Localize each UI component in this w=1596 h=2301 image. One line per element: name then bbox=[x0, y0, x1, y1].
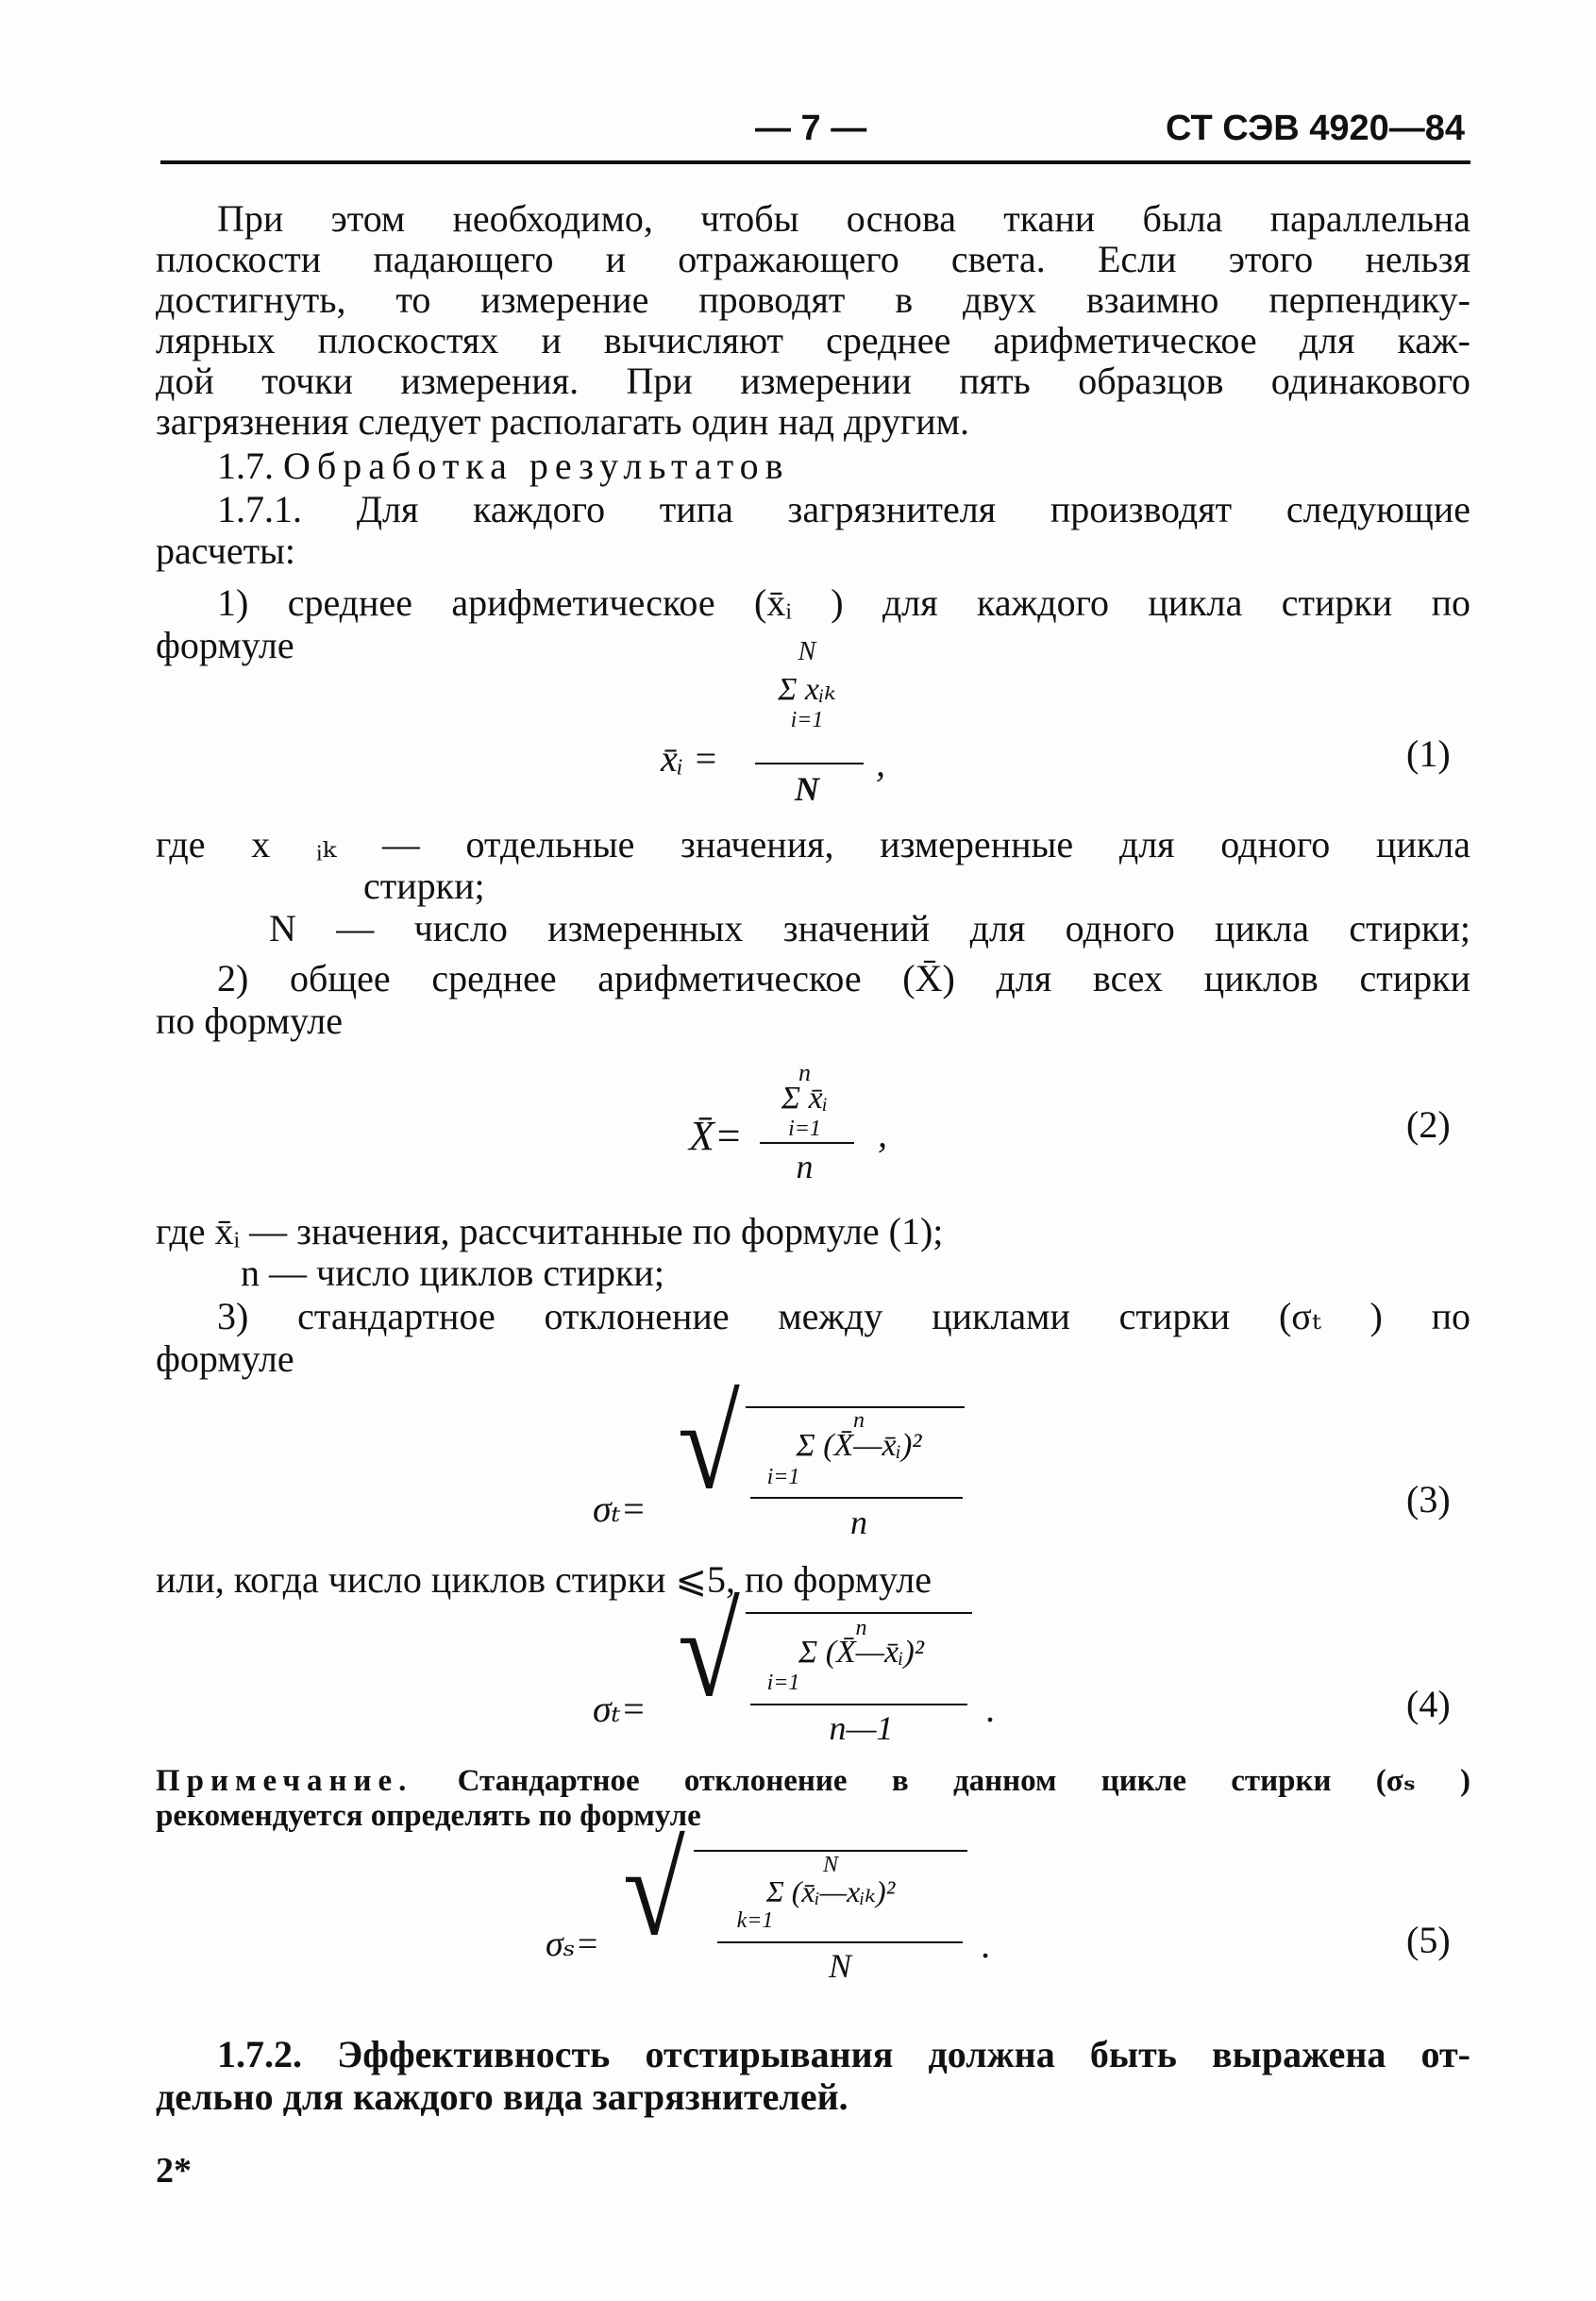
p1-line-1: При этом необходимо, чтобы основа ткани была параллельна bbox=[217, 197, 1470, 240]
p171-line-2: расчеты: bbox=[156, 529, 296, 572]
item2-line-2: по формуле bbox=[156, 999, 343, 1042]
section-title: Обработка результатов bbox=[283, 445, 790, 487]
formula-4-radical-icon: √ bbox=[678, 1578, 740, 1723]
formula-2-sum-top: n bbox=[798, 1059, 811, 1086]
formula-4-number: (4) bbox=[1406, 1683, 1451, 1725]
where1-line-1: где x ᵢₖ — отдельные значения, измеренные для одного цикла bbox=[156, 823, 1470, 865]
note-line-1 bbox=[156, 1763, 1470, 1799]
note-line-2: рекомендуется определять по формуле bbox=[156, 1799, 701, 1833]
section-heading bbox=[217, 445, 790, 487]
formula-2-sum-body: Σ x̄ᵢ bbox=[781, 1081, 829, 1116]
formula-5-denominator: N bbox=[828, 1947, 851, 1985]
formula-3-sum-bottom: i=1 bbox=[766, 1465, 800, 1489]
formula-1-sum-body: Σ xᵢₖ bbox=[778, 672, 836, 707]
note-label: Примечание. bbox=[156, 1764, 413, 1798]
formula-5-sum-body: Σ (x̄ᵢ—xᵢₖ)² bbox=[765, 1874, 896, 1908]
formula-5-radical-bar bbox=[694, 1850, 967, 1852]
p1-line-5: дой точки измерения. При измерении пять образцов одинакового bbox=[156, 360, 1470, 402]
formula-4-sum-top: n bbox=[855, 1616, 867, 1640]
where1-line-2: стирки; bbox=[363, 865, 485, 907]
item1-line-1: 1) среднее арифметическое (x̄ᵢ ) для каждого цикла стирки по bbox=[217, 581, 1470, 624]
item3-line-1: 3) стандартное отклонение между циклами стирки (σₜ ) по bbox=[217, 1295, 1470, 1337]
formula-5-lhs: σₛ= bbox=[546, 1924, 600, 1964]
formula-4-sum-body: Σ (X̄—x̄ᵢ)² bbox=[798, 1635, 924, 1670]
p171-line-1: 1.7.1. Для каждого типа загрязнителя производят следующие bbox=[217, 488, 1470, 530]
formula-1-number: (1) bbox=[1406, 732, 1451, 775]
formula-2-sum-bottom: i=1 bbox=[788, 1117, 821, 1141]
formula-4-tail: . bbox=[986, 1688, 996, 1730]
where1b-line: N — число измеренных значений для одного цикла стирки; bbox=[269, 907, 1470, 949]
formula-3-sum-body: Σ (X̄—x̄ᵢ)² bbox=[796, 1428, 922, 1463]
note-text-1: Стандартное отклонение в данном цикле стирки (σₛ ) bbox=[457, 1764, 1471, 1798]
formula-4-sum-bottom: i=1 bbox=[766, 1671, 800, 1695]
or-when-line: или, когда число циклов стирки ⩽5, по формуле bbox=[156, 1558, 932, 1601]
p1-line-4: лярных плоскостях и вычисляют среднее арифметическое для каж- bbox=[156, 319, 1470, 361]
formula-5-number: (5) bbox=[1406, 1919, 1451, 1961]
p172-line-2: дельно для каждого вида загрязнителей. bbox=[156, 2075, 848, 2118]
p1-line-3: достигнуть, то измерение проводят в двух взаимно перпендику- bbox=[156, 278, 1470, 321]
item3-line-2: формуле bbox=[156, 1337, 294, 1380]
formula-1-sum-bottom: i=1 bbox=[790, 708, 824, 732]
formula-3-denominator: n bbox=[850, 1503, 867, 1541]
formula-5-sum-top: N bbox=[822, 1853, 838, 1877]
formula-4-radical-bar bbox=[746, 1612, 972, 1614]
formula-5-fraction-bar bbox=[717, 1941, 963, 1943]
formula-5-radical-icon: √ bbox=[623, 1817, 685, 1962]
where2-line: где x̄ᵢ — значения, рассчитанные по формуле (1); bbox=[156, 1210, 944, 1252]
item1-line-2: формуле bbox=[156, 624, 294, 666]
page-number: — 7 — bbox=[755, 109, 867, 148]
formula-5-sum-bottom: k=1 bbox=[736, 1908, 774, 1933]
signature-mark: 2* bbox=[156, 2151, 192, 2191]
formula-1-fraction-bar bbox=[755, 763, 864, 764]
formula-2-lhs: X̄= bbox=[689, 1113, 743, 1159]
header-rule bbox=[160, 160, 1470, 164]
formula-1-sum-top: N bbox=[798, 637, 816, 666]
formula-3-sum-top: n bbox=[853, 1408, 865, 1433]
where2b-line: n — число циклов стирки; bbox=[241, 1251, 664, 1294]
formula-5-tail: . bbox=[982, 1923, 991, 1966]
formula-4-denominator: n—1 bbox=[829, 1709, 894, 1747]
formula-1-lhs: x̄ᵢ = bbox=[661, 737, 719, 780]
section-number: 1.7. bbox=[217, 445, 274, 487]
formula-2-denominator: n bbox=[796, 1148, 814, 1185]
p1-line-2: плоскости падающего и отражающего света. Если этого нельзя bbox=[156, 238, 1470, 280]
formula-1-denominator: N bbox=[795, 770, 819, 808]
formula-1-tail: , bbox=[876, 742, 885, 784]
formula-3-lhs: σₜ= bbox=[593, 1487, 647, 1530]
formula-4-fraction-bar bbox=[750, 1704, 967, 1705]
formula-3-radical-icon: √ bbox=[678, 1370, 740, 1516]
formula-3-number: (3) bbox=[1406, 1478, 1451, 1520]
formula-4-lhs: σₜ= bbox=[593, 1688, 647, 1730]
formula-2-number: (2) bbox=[1406, 1103, 1451, 1146]
formula-3-fraction-bar bbox=[750, 1497, 963, 1499]
standard-code: СТ СЭВ 4920—84 bbox=[1166, 109, 1466, 148]
formula-2-tail: , bbox=[878, 1113, 887, 1155]
item2-line-1: 2) общее среднее арифметическое (X̄) для всех циклов стирки bbox=[217, 957, 1470, 999]
p172-line-1: 1.7.2. Эффективность отстирывания должна быть выражена от- bbox=[217, 2033, 1470, 2075]
formula-2-fraction-bar bbox=[760, 1142, 854, 1144]
p1-line-6: загрязнения следует располагать один над другим. bbox=[156, 400, 969, 443]
